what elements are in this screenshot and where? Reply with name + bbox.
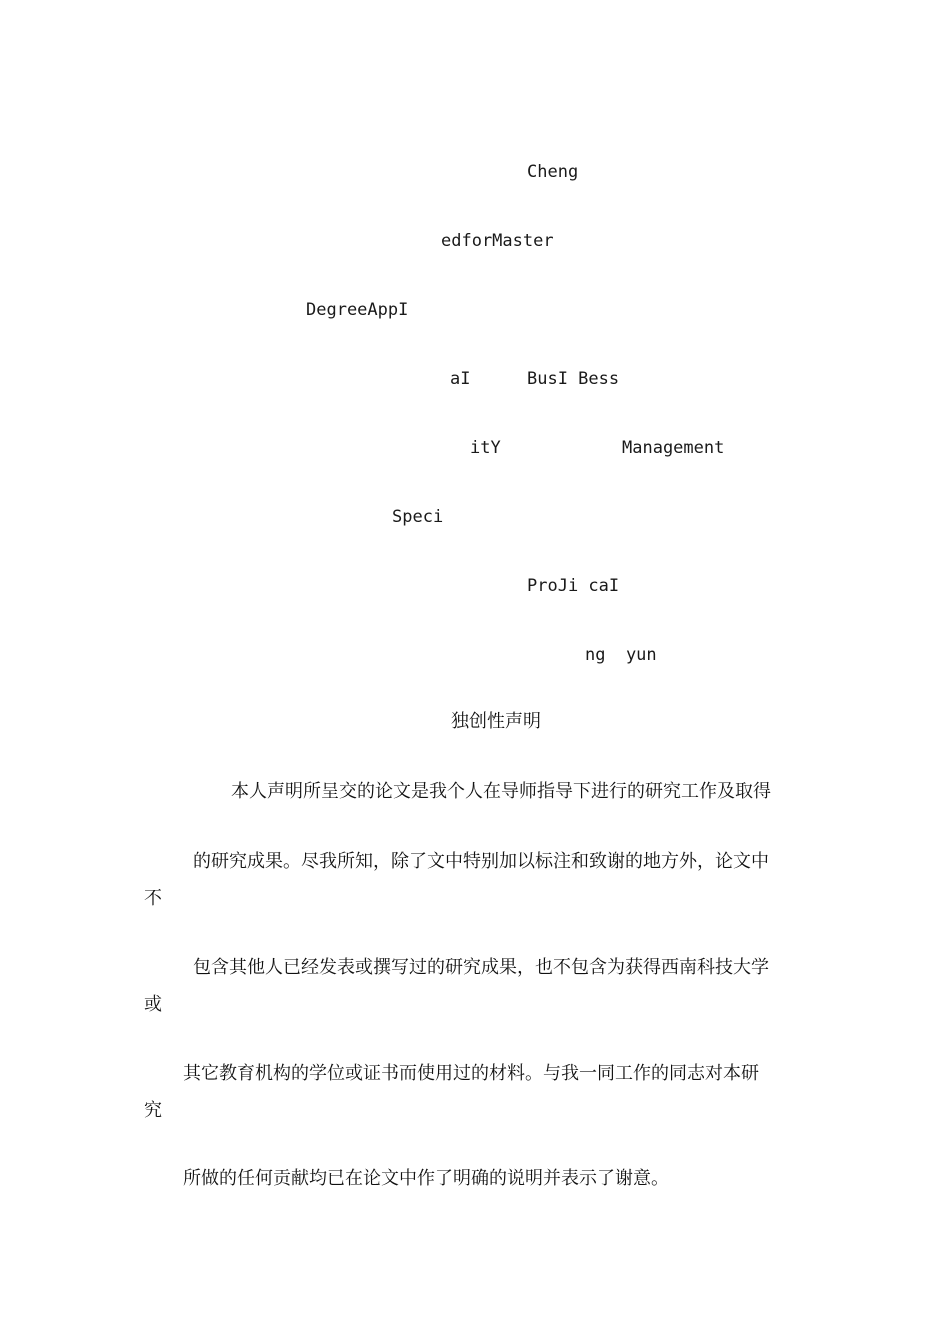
cover-fragment-ng-yun: ng yun xyxy=(585,645,657,665)
cover-fragment-business: BusI Bess xyxy=(527,369,620,389)
cover-fragment-speci: Speci xyxy=(392,507,444,527)
declaration-line-5: 所做的任何贡献均已在论文中作了明确的说明并表示了谢意。 xyxy=(183,1168,669,1189)
cover-fragment-projicai: ProJi caI xyxy=(527,576,620,596)
declaration-line-2-wrap: 不 xyxy=(144,888,162,909)
cover-fragment-degreeappi: DegreeAppI xyxy=(306,300,409,320)
cover-fragment-management: Management xyxy=(622,438,725,458)
declaration-title: 独创性声明 xyxy=(451,711,541,732)
declaration-line-4-wrap: 究 xyxy=(144,1100,162,1121)
cover-fragment-edformaster: edforMaster xyxy=(441,231,554,251)
cover-fragment-cheng: Cheng xyxy=(527,162,579,182)
declaration-line-2: 的研究成果。尽我所知，除了文中特别加以标注和致谢的地方外，论文中 xyxy=(193,851,769,872)
cover-fragment-ai: aI xyxy=(450,369,471,389)
declaration-line-4: 其它教育机构的学位或证书而使用过的材料。与我一同工作的同志对本研 xyxy=(183,1063,759,1084)
declaration-line-3-wrap: 或 xyxy=(144,994,162,1015)
cover-fragment-ity: itY xyxy=(470,438,501,458)
declaration-line-3: 包含其他人已经发表或撰写过的研究成果，也不包含为获得西南科技大学 xyxy=(193,957,769,978)
declaration-line-1: 本人声明所呈交的论文是我个人在导师指导下进行的研究工作及取得 xyxy=(231,781,771,802)
